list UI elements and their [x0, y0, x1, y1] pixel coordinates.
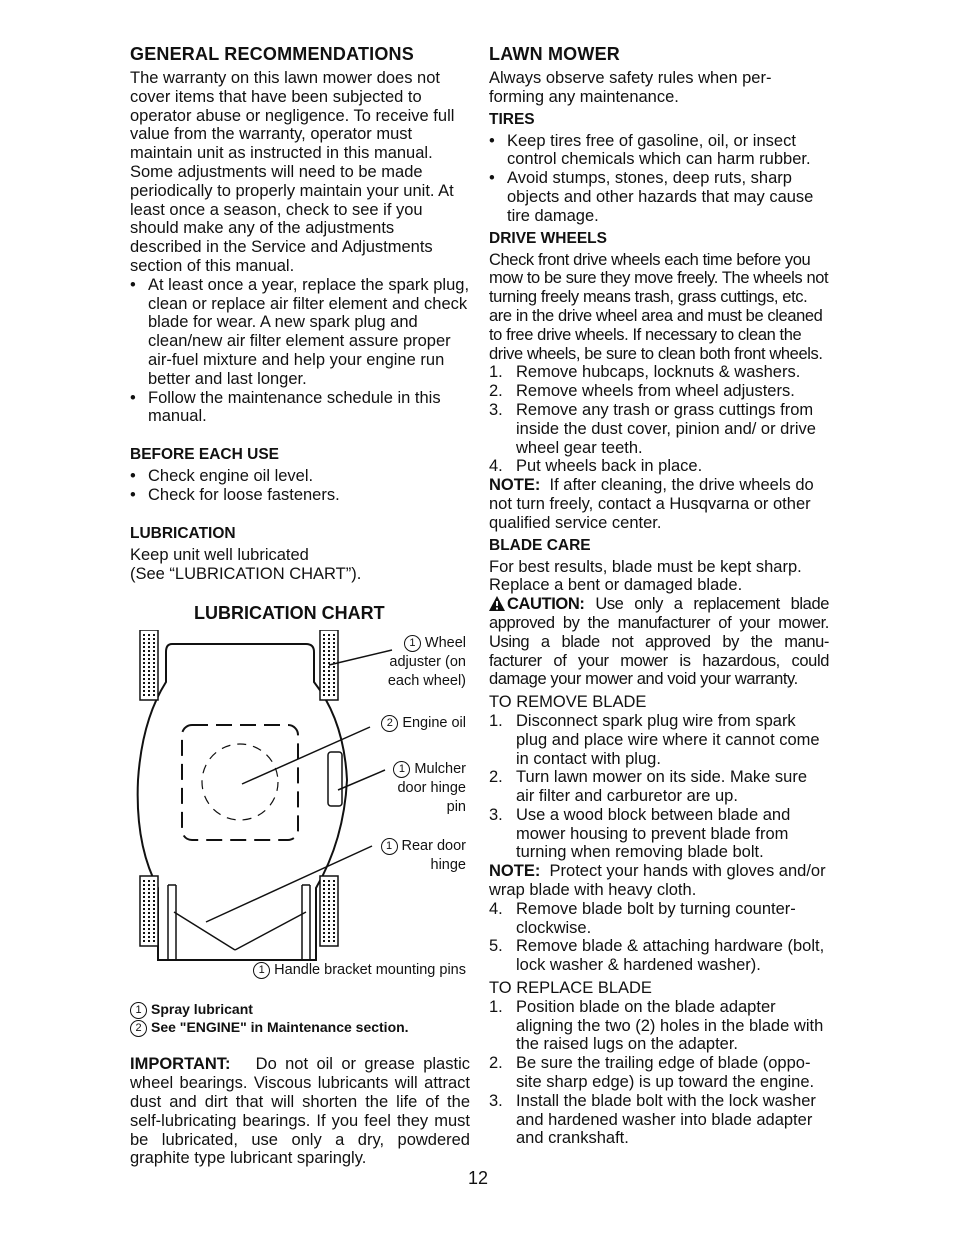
- list-item: 4. Put wheels back in place.: [489, 457, 703, 476]
- list-item: • Avoid stumps, stones, deep ruts, sharp objects and other hazards that may cause tire damage.: [489, 169, 829, 225]
- callout-number: 1: [253, 962, 270, 979]
- chart-legend: [130, 1001, 470, 1037]
- general-bullets: [130, 276, 470, 426]
- lubrication-chart-title: LUBRICATION CHART: [194, 603, 385, 624]
- lubrication-line-1: Keep unit well lubricated: [130, 545, 309, 564]
- engine-oil-leader: [242, 727, 370, 784]
- replace-blade-heading: TO REPLACE BLADE: [489, 979, 652, 998]
- callout-number: 1: [404, 635, 421, 652]
- list-item: 4. Remove blade bolt by turning counter- clockwise.: [489, 899, 796, 937]
- list-item: • At least once a year, replace the spark plug, clean or replace air filter element and check blade for wear. A new spark plug and clean/new air filter element assure proper air-fuel mixture and help your engine run better and last longer.: [130, 276, 470, 389]
- blade-care-text: For best results, blade must be kept sharp. Replace a bent or damaged blade.: [489, 557, 802, 595]
- important-note: IMPORTANT: Do not oil or grease plastic wheel bearings. Viscous lubricants will attract dust and dirt that will shorten the life of the self-lubricating bearings. If you feel they must be lubricated, use only a dry, powdered graphite type lubricant sparingly.: [130, 1055, 470, 1168]
- before-each-use-bullets: [130, 467, 470, 505]
- list-item: 1. Remove hubcaps, locknuts & washers.: [489, 363, 801, 382]
- legend-item: 1 Spray lubricant: [130, 1001, 470, 1019]
- rear-right-wheel: [320, 876, 338, 946]
- mulcher-door: [328, 752, 342, 806]
- engine-circle: [202, 744, 278, 820]
- list-item: • Keep tires free of gasoline, oil, or insect control chemicals which can harm rubber.: [489, 132, 829, 170]
- callout-number: 1: [381, 838, 398, 855]
- remove-blade-steps: [489, 712, 829, 862]
- drive-wheels-steps: [489, 363, 829, 476]
- general-recommendations-text: The warranty on this lawn mower does not cover items that have been subjected to operator abuse or negligence. To receive full value from the warranty, operator must maintain unit as instructed in this manual. Some adjustments will need to be made periodically to properly maintain your unit. At least once a season, check to see if you should make any of the adjustments described in the Service and Adjustments section of this manual.: [130, 69, 455, 275]
- replace-blade-steps: [489, 998, 829, 1148]
- general-recommendations-heading: GENERAL RECOMMENDATIONS: [130, 44, 414, 64]
- list-item: 3. Use a wood block between blade and mower housing to prevent blade from turning when removing blade bolt.: [489, 805, 791, 862]
- list-item: 2. Remove wheels from wheel adjusters.: [489, 382, 795, 401]
- tires-bullets: [489, 132, 829, 226]
- list-item: • Check engine oil level.: [130, 467, 470, 486]
- rear-door-hinge-label: 1 Rear door hinge: [366, 837, 466, 875]
- rear-left-wheel: [140, 876, 158, 946]
- lubrication-heading: LUBRICATION: [130, 524, 236, 542]
- list-item: 3. Remove any trash or grass cuttings from inside the dust cover, pinion and/ or drive wheel gear teeth.: [489, 400, 816, 457]
- callout-number: 1: [393, 761, 410, 778]
- handle-bracket-label: 1 Handle bracket mounting pins: [226, 961, 466, 980]
- right-column: [489, 44, 829, 1148]
- left-column: [130, 44, 470, 1168]
- mower-deck-outline: [138, 644, 347, 960]
- wheel-adjuster-label: 1 Wheel adjuster (on each wheel): [387, 635, 466, 690]
- page-number: 12: [468, 1168, 489, 1188]
- remove-blade-steps-continued: [489, 900, 829, 975]
- before-each-use-heading: BEFORE EACH USE: [130, 446, 279, 464]
- list-item: 1. Disconnect spark plug wire from spark plug and place wire where it cannot come in contact with plug.: [489, 711, 820, 768]
- drive-wheels-heading: DRIVE WHEELS: [489, 229, 607, 247]
- lubrication-line-2: (See “LUBRICATION CHART”).: [130, 564, 362, 583]
- list-item: 2. Turn lawn mower on its side. Make sure air filter and carburetor are up.: [489, 768, 807, 806]
- handle-leader-left: [174, 912, 235, 950]
- list-item: 3. Install the blade bolt with the lock washer and hardened washer into blade adapter and crankshaft.: [489, 1091, 816, 1148]
- list-item: 5. Remove blade & attaching hardware (bolt, lock washer & hardened washer).: [489, 937, 825, 975]
- blade-care-heading: BLADE CARE: [489, 536, 591, 554]
- list-item: 2. Be sure the trailing edge of blade (oppo- site sharp edge) is up toward the engine.: [489, 1054, 815, 1092]
- right-handle-bracket: [302, 885, 310, 960]
- list-item: • Follow the maintenance schedule in this manual.: [130, 389, 470, 427]
- tires-heading: TIRES: [489, 110, 535, 128]
- left-handle-bracket: [168, 885, 176, 960]
- mulcher-hinge-label: 1 Mulcher door hinge pin: [376, 760, 466, 817]
- lawn-mower-text: Always observe safety rules when per- forming any maintenance.: [489, 69, 772, 106]
- callout-number: 2: [381, 715, 398, 732]
- caution-text: CAUTION: Use only a replacement blade approved by the manufacturer of your mower. Using a blade not approved by the manu- facturer of your mower is hazardous, could damage your mower and void your warranty.: [489, 595, 829, 689]
- handle-leader-right: [235, 912, 306, 950]
- front-left-wheel: [140, 630, 158, 700]
- drive-wheels-note: NOTE: If after cleaning, the drive wheels do not turn freely, contact a Husqvarna or other qualified service center.: [489, 476, 814, 532]
- engine-oil-label: 2 Engine oil: [356, 714, 466, 733]
- warning-icon: [489, 596, 505, 611]
- list-item: • Check for loose fasteners.: [130, 486, 470, 505]
- legend-item: 2 See "ENGINE" in Maintenance section.: [130, 1019, 470, 1037]
- important-label: IMPORTANT:: [130, 1055, 231, 1074]
- engine-box: [182, 725, 298, 840]
- lawn-mower-heading: LAWN MOWER: [489, 44, 620, 64]
- remove-blade-note: NOTE: Protect your hands with gloves and/or wrap blade with heavy cloth.: [489, 862, 826, 900]
- list-item: 1. Position blade on the blade adapter aligning the two (2) holes in the blade with the raised lugs on the adapter.: [489, 997, 824, 1054]
- rear-door-leader: [206, 846, 372, 922]
- lubrication-diagram: [130, 630, 470, 995]
- drive-wheels-text: Check front drive wheels each time before you mow to be sure they move freely. The wheels not turning freely means trash, grass cuttings, etc. are in the drive wheel area and must be cleaned to free drive wheels. If necessary to clean the drive wheels, be sure to clean both front wheels.: [489, 250, 829, 363]
- remove-blade-heading: TO REMOVE BLADE: [489, 693, 647, 712]
